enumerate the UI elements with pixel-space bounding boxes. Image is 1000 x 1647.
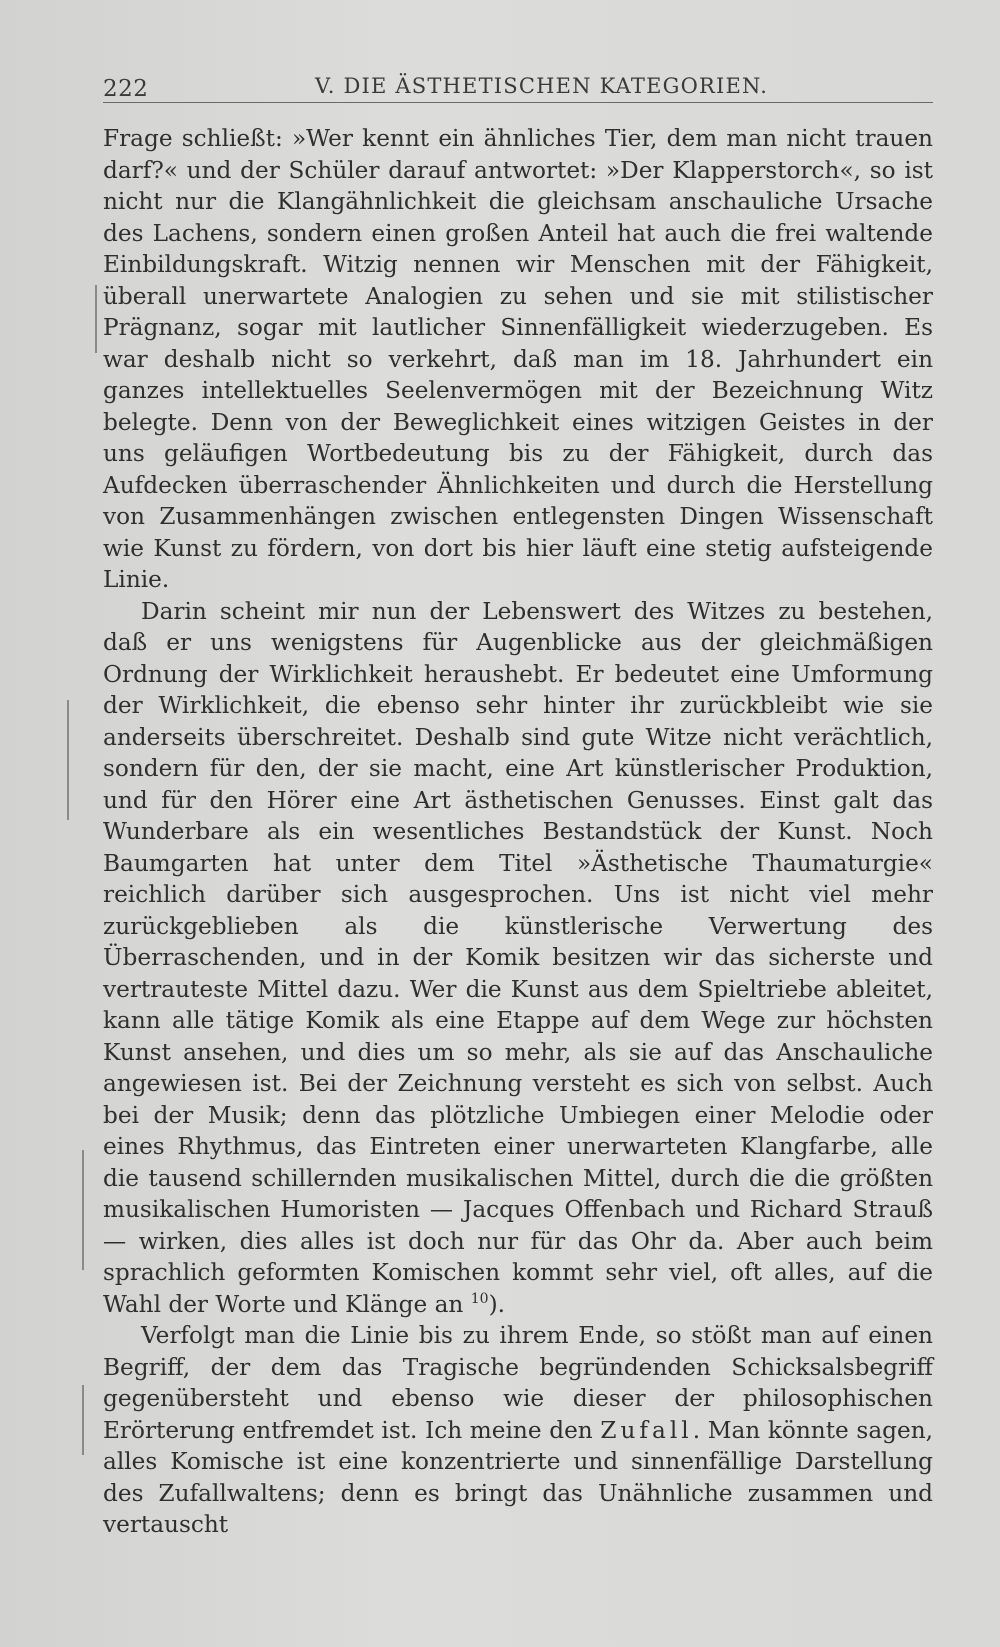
margin-pencil-mark: [95, 285, 97, 353]
paragraph-3-continuation: . Man könnte sagen, alles Komische ist eine konzentrierte und sinnenfällige Darstellung des Zufallwaltens; denn es bringt das Unähnliche zusammen und vertauscht: [103, 1416, 934, 1538]
footnote-reference: 10: [470, 1290, 489, 1307]
margin-pencil-mark: [67, 700, 69, 820]
margin-pencil-mark: [82, 1385, 84, 1455]
paragraph-2-text: Darin scheint mir nun der Lebenswert des Witzes zu bestehen, daß er uns wenigstens für Augenblicke aus der gleichmäßigen Ordnung der Wirklichkeit heraushebt. Er bedeutet eine Umformung der Wirklichkeit, die ebenso sehr hinter ihr zurückbleibt wie sie anderseits überschreitet. Deshalb sind gute Witze nicht verächtlich, sondern für den, der sie macht, eine Art künstlerischer Produktion, und für den Hörer eine Art ästhetischen Genusses. Einst galt das Wunderbare als ein wesentliches Bestandstück der Kunst. Noch Baumgarten hat unter dem Titel »Ästhetische Thaumaturgie« reichlich darüber sich ausgesprochen. Uns ist nicht viel mehr zurückgeblieben als die künstlerische Verwertung des Überraschenden, und in der Komik besitzen wir das sicherste und vertrauteste Mittel dazu. Wer die Kunst aus dem Spieltriebe ableitet, kann alle tätige Komik als eine Etappe auf dem Wege zur höchsten Kunst ansehen, und dies um so mehr, als sie auf das Anschauliche angewiesen ist. Bei der Zeichnung versteht es sich von selbst. Auch bei der Musik; denn das plötzliche Umbiegen einer Melodie oder eines Rhythmus, das Eintreten einer unerwarteten Klangfarbe, alle die tausend schillernden musikalischen Mittel, durch die die größten musikalischen Humoristen — Jacques Offenbach und Richard Strauß — wirken, dies alles ist doch nur für das Ohr da. Aber auch beim sprachlich geformten Komischen kommt sehr viel, oft alles, auf die Wahl der Worte und Klänge an: [103, 597, 933, 1318]
emphasized-term: Zufall: [600, 1416, 693, 1444]
body-text: [103, 123, 933, 1541]
running-head: [103, 72, 933, 103]
paragraph-2-end: ).: [488, 1290, 505, 1318]
paragraph-3-text: Verfolgt man die Linie bis zu ihrem Ende, so stößt man auf einen Begriff, der dem das Tragische begründenden Schicksalsbegriff gegenübersteht und ebenso wie dieser der philosophischen Erörterung entfremdet ist. Ich meine den: [103, 1322, 933, 1444]
chapter-title: V. DIE ÄSTHETISCHEN KATEGORIEN.: [315, 74, 769, 98]
paragraph-1: Frage schließt: »Wer kennt ein ähnliches Tier, dem man nicht trauen darf?« und der Schüler darauf antwortet: »Der Klapperstorch«, so ist nicht nur die Klangähnlichkeit die gleichsam anschauliche Ursache des Lachens, sondern einen großen Anteil hat auch die frei waltende Einbildungskraft. Witzig nennen wir Menschen mit der Fähigkeit, überall unerwartete Analogien zu sehen und sie mit stilistischer Prägnanz, sogar mit lautlicher Sinnenfälligkeit wiederzugeben. Es war deshalb nicht so verkehrt, daß man im 18. Jahrhundert ein ganzes intellektuelles Seelenvermögen mit der Bezeichnung Witz belegte. Denn von der Beweglichkeit eines witzigen Geistes in der uns geläufigen Wortbedeutung bis zu der Fähigkeit, durch das Aufdecken überraschender Ähnlichkeiten und durch die Herstellung von Zusammenhängen zwischen entlegensten Dingen Wissenschaft wie Kunst zu fördern, von dort bis hier läuft eine stetig aufsteigende Linie.: [103, 125, 933, 593]
paragraph-2: [103, 596, 933, 1321]
margin-pencil-mark: [82, 1150, 84, 1270]
paragraph-3: [103, 1320, 933, 1541]
page-number: 222: [103, 76, 149, 102]
